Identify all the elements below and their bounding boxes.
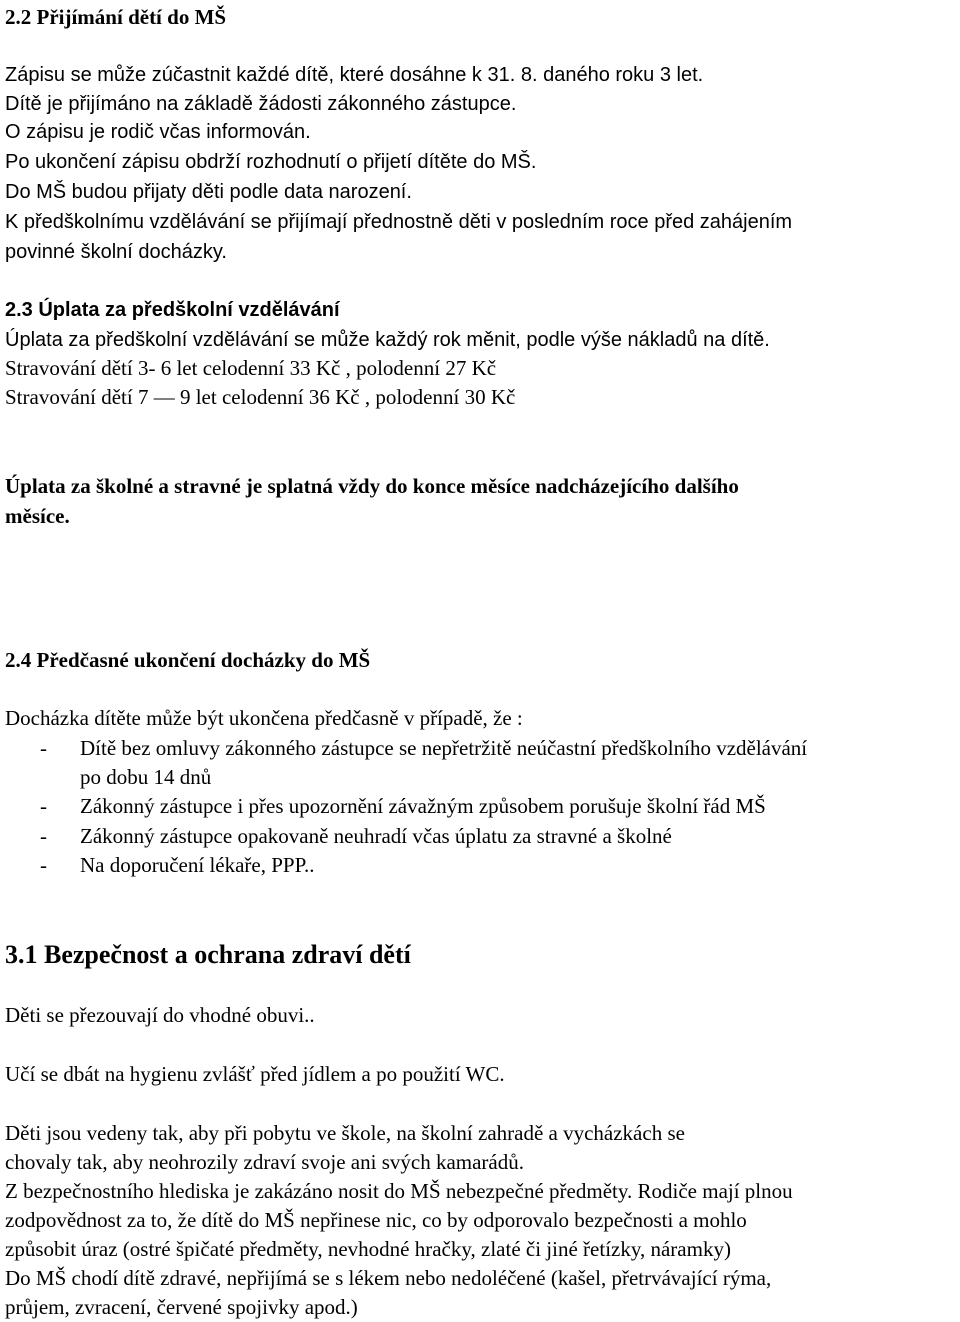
s22-line-2: Dítě je přijímáno na základě žádosti zákonného zástupce. — [5, 93, 517, 115]
s24-item-4: Na doporučení lékaře, PPP.. — [80, 853, 315, 877]
s31-paragraph-1: Děti se přezouvají do vhodné obuvi.. — [5, 1003, 315, 1027]
s22-line-5: Do MŠ budou přijaty děti podle data narození. — [5, 181, 412, 203]
s31-p3-line-1: Děti jsou vedeny tak, aby při pobytu ve škole, na školní zahradě a vycházkách se — [5, 1121, 685, 1145]
s24-intro: Docházka dítěte může být ukončena předčasně v případě, že : — [5, 706, 523, 730]
s24-item-1-line-1: Dítě bez omluvy zákonného zástupce se nepřetržitě neúčastní předškolního vzdělávání — [80, 736, 808, 760]
s23-line-2: Stravování dětí 3- 6 let celodenní 33 Kč , polodenní 27 Kč — [5, 356, 497, 380]
s31-p3-line-5: způsobit úraz (ostré špičaté předměty, nevhodné hračky, zlaté či jiné řetízky, náramky) — [5, 1237, 731, 1261]
s31-p3-line-4: zodpovědnost za to, že dítě do MŠ nepřinese nic, co by odporovalo bezpečnosti a mohlo — [5, 1208, 747, 1232]
bullet-dash: - — [40, 824, 47, 848]
s31-paragraph-2: Učí se dbát na hygienu zvlášť před jídlem a po použití WC. — [5, 1062, 505, 1086]
s31-p3-line-3: Z bezpečnostního hlediska je zakázáno nosit do MŠ nebezpečné předměty. Rodiče mají plnou — [5, 1179, 793, 1203]
s24-item-2: Zákonný zástupce i přes upozornění závažným způsobem porušuje školní řád MŠ — [80, 794, 766, 818]
s22-line-6: K předškolnímu vzdělávání se přijímají přednostně děti v posledním roce před zahájením — [5, 211, 793, 233]
section-2-2-heading: 2.2 Přijímání dětí do MŠ — [5, 5, 227, 29]
s22-line-1: Zápisu se může zúčastnit každé dítě, které dosáhne k 31. 8. daného roku 3 let. — [5, 64, 704, 86]
bullet-dash: - — [40, 794, 47, 818]
section-2-3-heading: 2.3 Úplata za předškolní vzdělávání — [5, 299, 340, 321]
s22-line-3: O zápisu je rodič včas informován. — [5, 121, 311, 143]
s23-line-3: Stravování dětí 7 — 9 let celodenní 36 Kč , polodenní 30 Kč — [5, 385, 516, 409]
section-2-4-heading: 2.4 Předčasné ukončení docházky do MŠ — [5, 648, 371, 672]
s23-bold-line-1: Úplata za školné a stravné je splatná vždy do konce měsíce nadcházejícího dalšího — [5, 474, 739, 498]
s22-line-7: povinné školní docházky. — [5, 241, 227, 263]
s23-bold-line-2: měsíce. — [5, 504, 70, 528]
section-3-1-heading: 3.1 Bezpečnost a ochrana zdraví dětí — [5, 940, 411, 969]
s31-p3-line-6: Do MŠ chodí dítě zdravé, nepřijímá se s lékem nebo nedoléčené (kašel, přetrvávající rýma, — [5, 1266, 772, 1290]
bullet-dash: - — [40, 853, 47, 877]
s31-p3-line-7: průjem, zvracení, červené spojivky apod.) — [5, 1295, 358, 1319]
bullet-dash: - — [40, 736, 47, 760]
s23-line-1: Úplata za předškolní vzdělávání se může každý rok měnit, podle výše nákladů na dítě. — [5, 329, 770, 351]
s31-p3-line-2: chovaly tak, aby neohrozily zdraví svoje ani svých kamarádů. — [5, 1150, 524, 1174]
s24-item-1-line-2: po dobu 14 dnů — [80, 765, 212, 789]
s22-line-4: Po ukončení zápisu obdrží rozhodnutí o přijetí dítěte do MŠ. — [5, 151, 537, 173]
s24-item-3: Zákonný zástupce opakovaně neuhradí včas úplatu za stravné a školné — [80, 824, 672, 848]
